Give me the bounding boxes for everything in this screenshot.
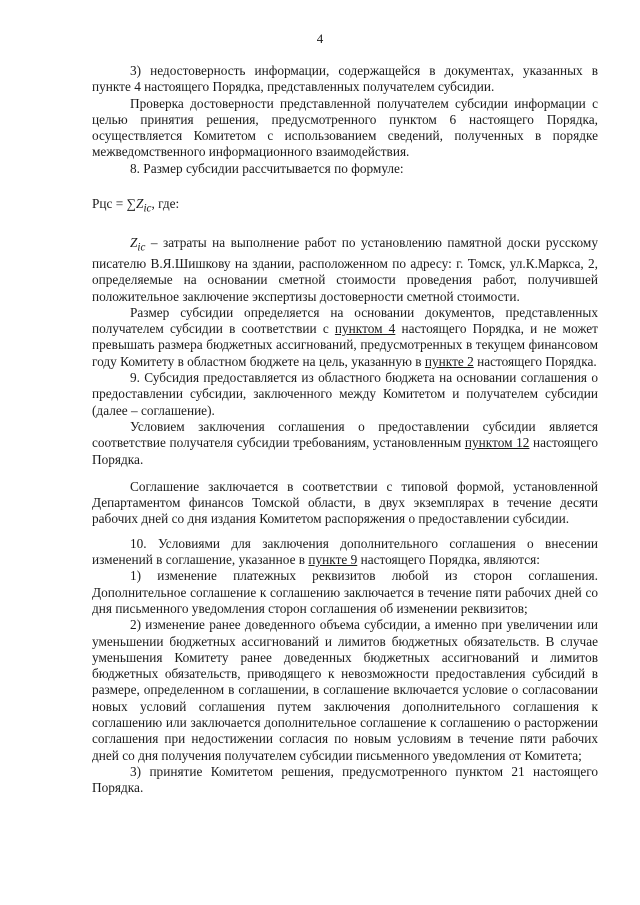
formula-sub: ic bbox=[143, 202, 152, 215]
size-text-3: настоящего Порядка. bbox=[473, 353, 597, 369]
link-punkt-12[interactable]: пунктом 12 bbox=[464, 435, 530, 451]
item-10-text-2: настоящего Порядка, являются: bbox=[357, 552, 540, 568]
paragraph-sub-2: 2) изменение ранее доведенного объема субсидии, а именно при увеличении или уменьшении бюджетных ассигнований и лимитов бюджетных обязательств. В случае уменьшения Комитету ранее доведенных бюджетных ассигнований и лимитов бюджетных обязательств, приводящего к невозможности предоставления субсидий в размере, определенном в соглашении, в соглашение включается условие о согласовании новых условий соглашения путем заключения дополнительного соглашения к соглашению или заключается дополнительное соглашение к соглашению о расторжении соглашения при недостижении согласия по новым условиям в течение пяти рабочих дней со дня получения получателем субсидии письменного уведомления от Комитета; bbox=[92, 617, 598, 763]
paragraph-item-9: 9. Субсидия предоставляется из областного бюджета на основании соглашения о предоставлении субсидии, заключенного между Комитетом и получателем субсидии (далее – соглашение). bbox=[92, 370, 598, 418]
formula-var: Z bbox=[136, 196, 144, 212]
size-text-1: Размер субсидии определяется на основании документов, представленных получателем субсидии в соответствии с bbox=[92, 304, 598, 337]
link-punkt-4[interactable]: пунктом 4 bbox=[334, 321, 396, 337]
formula-tail: , где: bbox=[151, 196, 180, 212]
item-10-text-1: 10. Условиями для заключения дополнительного соглашения о внесении изменений в соглашение, указанное в bbox=[92, 535, 598, 568]
paragraph-verification: Проверка достоверности представленной получателем субсидии информации с целью принятия решения, предусмотренного пунктом 6 настоящего Порядка, осуществляется Комитетом с использованием сведений, полученных в порядке межведомственного информационного взаимодействия. bbox=[92, 95, 598, 160]
definition-var: Z bbox=[130, 235, 138, 251]
link-punkt-9[interactable]: пункте 9 bbox=[308, 552, 358, 568]
link-punkt-2[interactable]: пункте 2 bbox=[424, 353, 474, 369]
paragraph-item-10 bbox=[92, 536, 598, 569]
paragraph-condition bbox=[92, 419, 598, 468]
definition-sub: ic bbox=[137, 241, 146, 254]
formula bbox=[92, 196, 598, 217]
paragraph-sub-1: 1) изменение платежных реквизитов любой из сторон соглашения. Дополнительное соглашение к соглашению заключается в течение пяти рабочих дней со дня письменного уведомления сторон соглашения об изменении реквизитов; bbox=[92, 568, 598, 616]
page-number: 4 bbox=[316, 31, 324, 46]
paragraph-sub-3: 3) принятие Комитетом решения, предусмотренного пунктом 21 настоящего Порядка. bbox=[92, 763, 598, 796]
paragraph-item-3: 3) недостоверность информации, содержащейся в документах, указанных в пункте 4 настоящего Порядка, представленных получателем субсидии. bbox=[92, 63, 598, 95]
paragraph-item-8: 8. Размер субсидии рассчитывается по формуле: bbox=[130, 160, 404, 176]
condition-text-2: настоящего Порядка. bbox=[92, 435, 598, 467]
paragraph-definition bbox=[92, 235, 598, 305]
document-body bbox=[92, 63, 598, 796]
paragraph-size bbox=[92, 305, 598, 370]
size-text-2: настоящего Порядка, и не может превышать размера бюджетных ассигнований, предусмотренных в текущем финансовом году Комитету в областном бюджете на цель, указанную в bbox=[92, 321, 598, 369]
condition-text-1: Условием заключения соглашения о предоставлении субсидии является соответствие получателя субсидии требованиям, установленным bbox=[92, 418, 598, 451]
paragraph-agreement: Соглашение заключается в соответствии с типовой формой, установленной Департаментом финансов Томской области, в двух экземплярах в течение десяти рабочих дней со дня издания Комитетом распоряжения о предоставлении субсидии. bbox=[92, 478, 598, 527]
formula-lhs: Рцс = ∑ bbox=[92, 196, 137, 212]
definition-text: – затраты на выполнение работ по установлению памятной доски русскому писателю В.Я.Шишкову на здании, расположенном по адресу: г. Томск, ул.К.Маркса, 2, определяемые на основании сметной стоимости проведения работ, получившей положительное заключение экспертизы достоверности сметной стоимости. bbox=[92, 235, 598, 304]
